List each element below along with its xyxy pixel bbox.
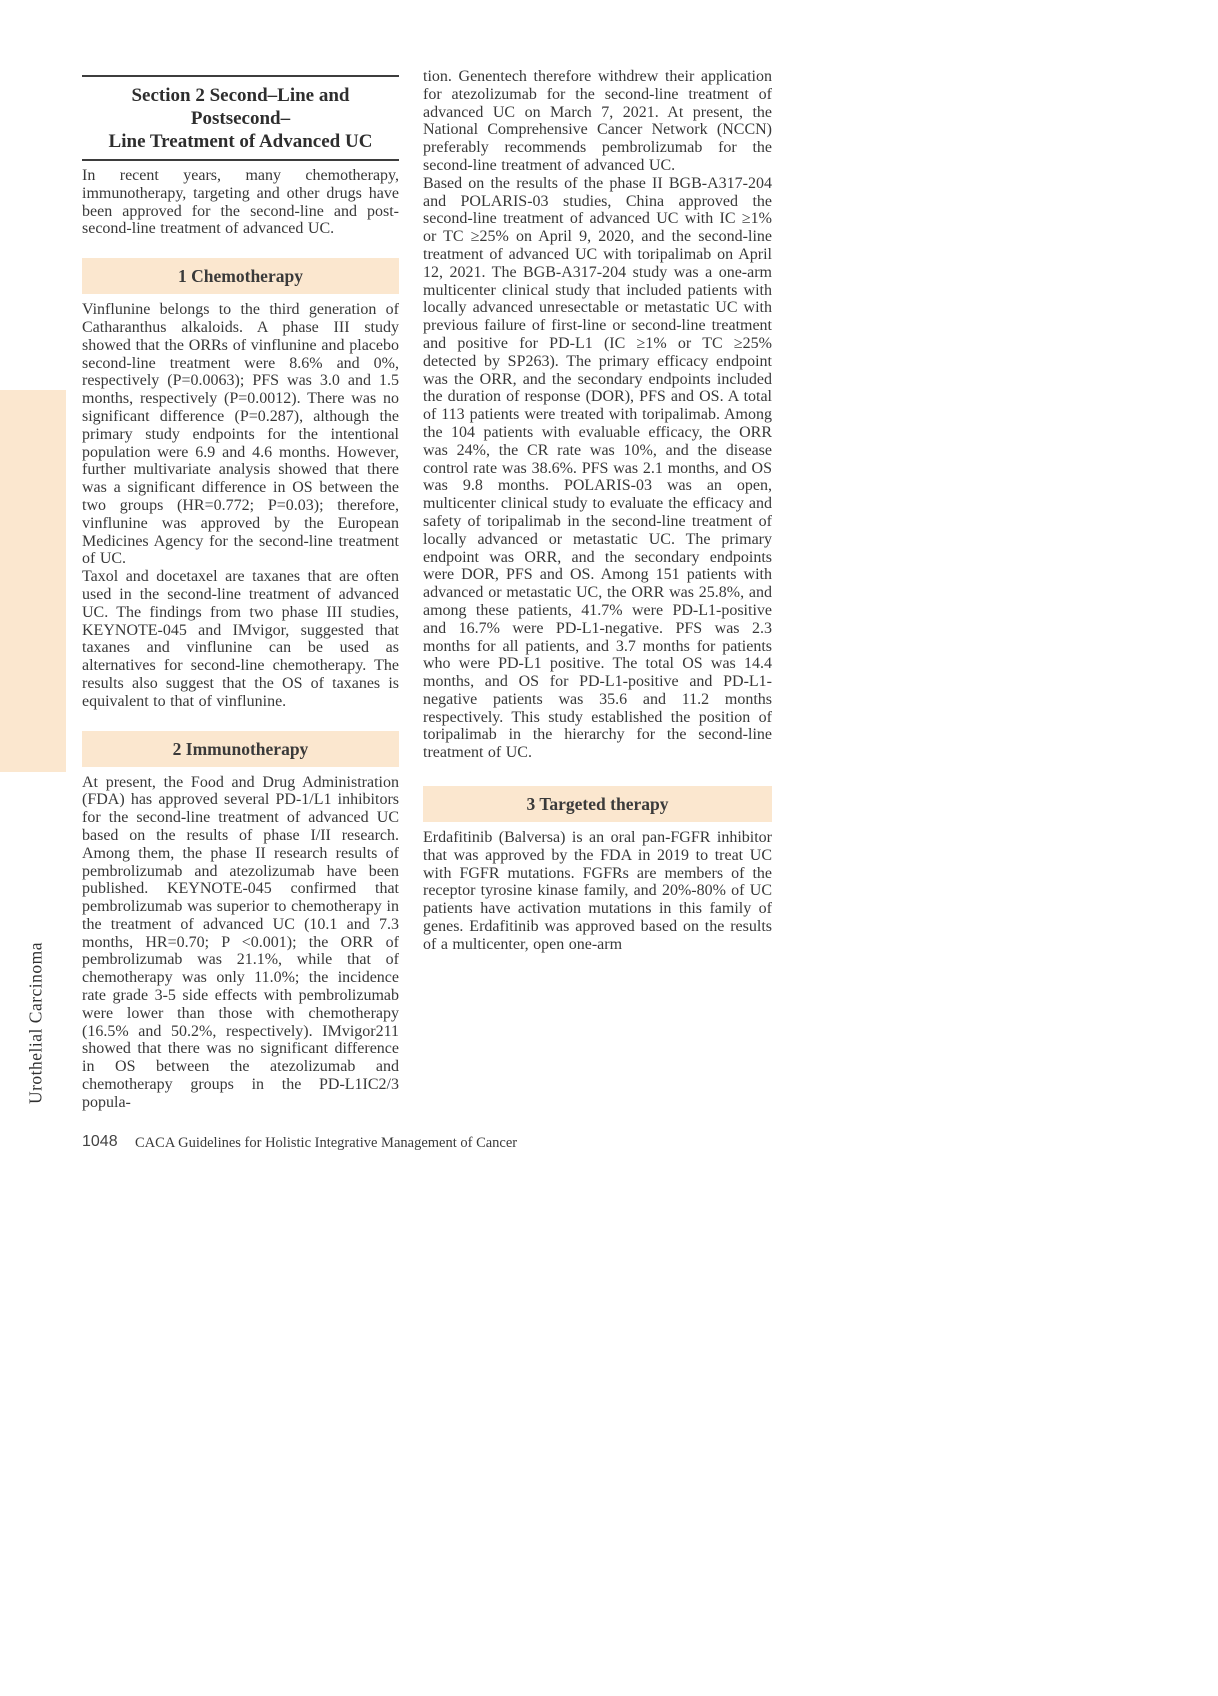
section-title-line1: Section 2 Second–Line and Postsecond–	[131, 85, 350, 129]
right-column	[423, 68, 772, 1112]
heading-chemotherapy: 1 Chemotherapy	[82, 258, 399, 294]
book-title: CACA Guidelines for Holistic Integrative Management of Cancer	[135, 1135, 518, 1151]
intro-paragraph: In recent years, many chemotherapy, immunotherapy, targeting and other drugs have been approved for the second-line and post-second-line treatment of advanced UC.	[82, 167, 399, 238]
paragraph-immunotherapy: At present, the Food and Drug Administration (FDA) has approved several PD-1/L1 inhibitors for the second-line treatment of advanced UC based on the results of phase I/II research. Among them, the phase II research results of pembrolizumab and atezolizumab have been published. KEYNOTE-045 confirmed that pembrolizumab was superior to chemotherapy in the treatment of advanced UC (10.1 and 7.3 months, HR=0.70; P <0.001); the ORR of pembrolizumab was 21.1%, while that of chemotherapy was only 11.0%; the incidence rate grade 3-5 side effects with pembrolizumab were lower than those with chemotherapy (16.5% and 50.2%, respectively). IMvigor211 showed that there was no significant difference in OS between the atezolizumab and chemotherapy groups in the PD-L1IC2/3 popula-	[82, 773, 399, 1111]
section-title-line2: Line Treatment of Advanced UC	[108, 131, 373, 152]
left-column	[82, 68, 399, 1112]
page-number: 1048	[82, 1133, 118, 1150]
paragraph-erdafitinib: Erdafitinib (Balversa) is an oral pan-FGFR inhibitor that was approved by the FDA in 2019 to treat UC with FGFR mutations. FGFRs are members of the receptor tyrosine kinase family, and 20%-80% of UC patients have activation mutations in this family of genes. Erdafitinib was approved based on the results of a multicenter, open one-arm	[423, 829, 772, 953]
paragraph-toripalimab: Based on the results of the phase II BGB-A317-204 and POLARIS-03 studies, China approved the second-line treatment of advanced UC with IC ≥1% or TC ≥25% on April 9, 2020, and the second-line treatment of advanced UC with toripalimab on April 12, 2021. The BGB-A317-204 study was a one-arm multicenter clinical study that included patients with locally advanced unresectable or metastatic UC with previous failure of first-line or second-line treatment and positive for PD-L1 (IC ≥1% or TC ≥25% detected by SP263). The primary efficacy endpoint was the ORR, and the secondary endpoints included the duration of response (DOR), PFS and OS. A total of 113 patients were treated with toripalimab. Among the 104 patients with evaluable efficacy, the ORR was 24%, the CR rate was 10%, and the disease control rate was 38.6%. PFS was 2.1 months, and OS was 9.8 months. POLARIS-03 was an open, multicenter clinical study to evaluate the efficacy and safety of toripalimab in the second-line treatment of locally advanced or metastatic UC. The primary endpoint was ORR, and the secondary endpoints were DOR, PFS and OS. Among 151 patients with advanced or metastatic UC, the ORR was 25.8%, and among these patients, 41.7% were PD-L1-positive and 16.7% were PD-L1-negative. PFS was 2.3 months for all patients, and 3.7 months for patients who were PD-L1 positive. The total OS was 14.4 months, and OS for PD-L1-positive and PD-L1-negative patients was 35.6 and 11.2 months respectively. This study established the position of toripalimab in the hierarchy for the second-line treatment of UC.	[423, 174, 772, 762]
chapter-tab-label: Urothelial Carcinoma	[25, 941, 46, 1105]
paragraph-taxol: Taxol and docetaxel are taxanes that are often used in the second-line treatment of advanced UC. The findings from two phase III studies, KEYNOTE-045 and IMvigor, suggested that taxanes and vinflunine can be used as alternatives for second-line chemotherapy. The results also suggest that the OS of taxanes is equivalent to that of vinflunine.	[82, 568, 399, 710]
paragraph-vinflunine: Vinflunine belongs to the third generation of Catharanthus alkaloids. A phase III study showed that the ORRs of vinflunine and placebo second-line treatment were 8.6% and 0%, respectively (P=0.0063); PFS was 3.0 and 1.5 months, respectively (P=0.0012). There was no significant difference (P=0.287), although the primary study endpoints for the intentional population were 6.9 and 4.6 months. However, further multivariate analysis showed that there was a significant difference in OS between the two groups (HR=0.772; P=0.03); therefore, vinflunine was approved by the European Medicines Agency for the second-line treatment of UC.	[82, 301, 399, 568]
heading-targeted-therapy: 3 Targeted therapy	[423, 786, 772, 822]
section-title	[82, 75, 399, 161]
page-footer	[82, 1133, 782, 1153]
paragraph-atezolizumab-continuation: tion. Genentech therefore withdrew their application for atezolizumab for the second-line treatment of advanced UC on March 7, 2021. At present, the National Comprehensive Cancer Network (NCCN) preferably recommends pembrolizumab for the second-line treatment of advanced UC.	[423, 68, 772, 174]
page-body	[82, 68, 772, 1112]
heading-immunotherapy: 2 Immunotherapy	[82, 731, 399, 767]
chapter-tab	[0, 390, 66, 1105]
